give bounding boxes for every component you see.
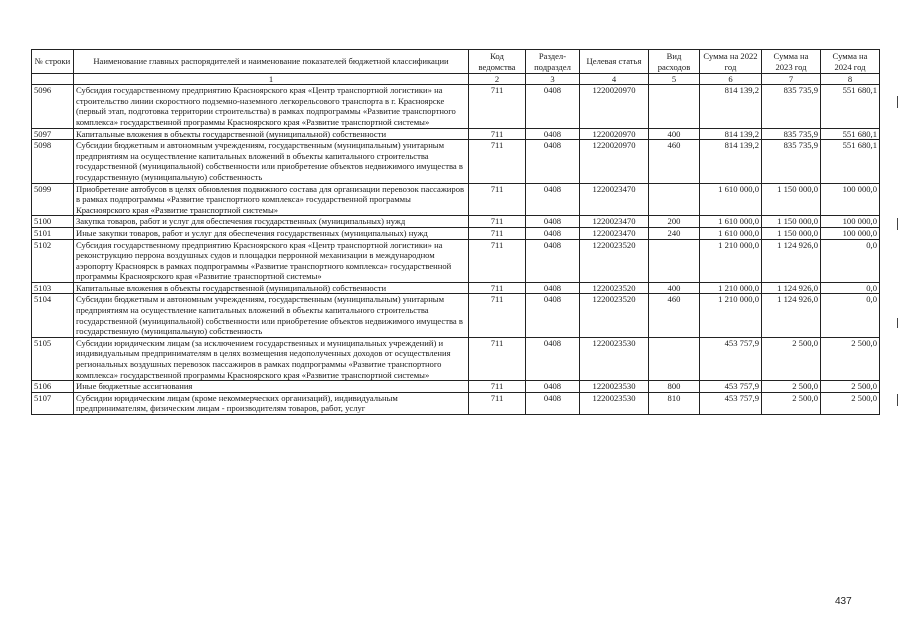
row-expense-type: 800 [649,381,700,393]
row-target: 1220023530 [580,337,649,380]
row-name: Субсидия государственному предприятию Красноярского края «Центр транспортной логистики» на строительство линии скоростного подземно-наземного легкорельсового транспорта в г. Красноярске (первый этап, подготовка территории строительства) в рамках подпрограммы «Развитие транспортного комплекса» государственной программы Красноярского края «Развитие транспортной системы» [74,85,469,128]
row-sum-2024: 0,0 [821,294,880,337]
row-section: 0408 [526,140,580,183]
row-sum-2023: 1 124 926,0 [762,282,821,294]
table-row [32,85,880,128]
row-sum-2022: 453 757,9 [700,337,762,380]
row-number: 5102 [32,239,74,282]
header-sum-2024: Сумма на 2024 год [821,50,880,74]
row-number: 5105 [32,337,74,380]
row-section: 0408 [526,239,580,282]
row-sum-2024: 2 500,0 [821,381,880,393]
row-sum-2023: 1 124 926,0 [762,294,821,337]
row-number: 5100 [32,216,74,228]
row-section: 0408 [526,183,580,216]
row-target: 1220023530 [580,392,649,414]
row-sum-2022: 814 139,2 [700,128,762,140]
row-number: 5097 [32,128,74,140]
row-sum-2022: 453 757,9 [700,381,762,393]
row-sum-2022: 453 757,9 [700,392,762,414]
row-dept-code: 711 [469,183,526,216]
row-sum-2023: 2 500,0 [762,337,821,380]
column-number [32,74,74,85]
header-sum-2022: Сумма на 2022 год [700,50,762,74]
row-number: 5103 [32,282,74,294]
row-dept-code: 711 [469,337,526,380]
row-section: 0408 [526,216,580,228]
row-name: Закупка товаров, работ и услуг для обеспечения государственных (муниципальных) нужд [74,216,469,228]
row-target: 1220023530 [580,381,649,393]
row-section: 0408 [526,128,580,140]
table-row [32,392,880,414]
row-dept-code: 711 [469,227,526,239]
row-section: 0408 [526,392,580,414]
row-sum-2024: 0,0 [821,282,880,294]
row-target: 1220020970 [580,128,649,140]
table-row [32,128,880,140]
row-expense-type: 400 [649,282,700,294]
row-target: 1220023470 [580,216,649,228]
row-sum-2023: 835 735,9 [762,140,821,183]
header-name: Наименование главных распорядителей и наименование показателей бюджетной классификации [74,50,469,74]
row-number: 5107 [32,392,74,414]
scan-edge-mark [897,96,898,108]
column-number: 5 [649,74,700,85]
scan-edge-mark [897,394,898,406]
column-number: 7 [762,74,821,85]
row-dept-code: 711 [469,128,526,140]
row-sum-2023: 1 124 926,0 [762,239,821,282]
row-name: Субсидии юридическим лицам (за исключением государственных и муниципальных учреждений) и индивидуальным предпринимателям в целях возмещения недополученных доходов от осуществления региональных воздушных перевозок пассажиров в рамках подпрограммы «Развитие транспортного комплекса» государственной программы Красноярского края «Развитие транспортной системы» [74,337,469,380]
row-expense-type: 460 [649,294,700,337]
table-row [32,381,880,393]
table-row [32,294,880,337]
row-sum-2023: 835 735,9 [762,128,821,140]
row-dept-code: 711 [469,239,526,282]
row-name: Субсидии бюджетным и автономным учреждениям, государственным (муниципальным) унитарным предприятиям на осуществление капитальных вложений в объекты капитального строительства государственной (муниципальной) собственности или приобретение объектов недвижимого имущества в государственную (муниципальную) собственность [74,140,469,183]
row-sum-2023: 2 500,0 [762,381,821,393]
row-expense-type: 460 [649,140,700,183]
table-row [32,216,880,228]
row-sum-2023: 835 735,9 [762,85,821,128]
row-name: Капитальные вложения в объекты государственной (муниципальной) собственности [74,282,469,294]
header-section: Раздел-подраздел [526,50,580,74]
row-number: 5104 [32,294,74,337]
row-sum-2024: 2 500,0 [821,337,880,380]
row-sum-2024: 551 680,1 [821,85,880,128]
row-section: 0408 [526,85,580,128]
row-dept-code: 711 [469,282,526,294]
scan-edge-mark [897,318,898,328]
row-target: 1220023470 [580,183,649,216]
row-name: Приобретение автобусов в целях обновления подвижного состава для организации перевозок пассажиров в рамках подпрограммы «Развитие транспортного комплекса» государственной программы Красноярского края «Развитие транспортной системы» [74,183,469,216]
row-sum-2024: 2 500,0 [821,392,880,414]
row-sum-2022: 1 610 000,0 [700,183,762,216]
row-sum-2023: 1 150 000,0 [762,216,821,228]
row-expense-type [649,183,700,216]
scan-edge-mark [897,218,898,230]
row-sum-2024: 0,0 [821,239,880,282]
column-number: 3 [526,74,580,85]
row-sum-2022: 1 210 000,0 [700,294,762,337]
column-number: 2 [469,74,526,85]
table-row [32,282,880,294]
column-number: 6 [700,74,762,85]
row-dept-code: 711 [469,381,526,393]
row-name: Капитальные вложения в объекты государственной (муниципальной) собственности [74,128,469,140]
table-row [32,183,880,216]
header-sum-2023: Сумма на 2023 год [762,50,821,74]
table-row [32,227,880,239]
row-dept-code: 711 [469,140,526,183]
row-sum-2022: 1 210 000,0 [700,282,762,294]
row-sum-2023: 1 150 000,0 [762,227,821,239]
row-expense-type: 240 [649,227,700,239]
header-target: Целевая статья [580,50,649,74]
row-target: 1220020970 [580,140,649,183]
row-sum-2024: 551 680,1 [821,128,880,140]
row-name: Субсидия государственному предприятию Красноярского края «Центр транспортной логистики» на реконструкцию перрона воздушных судов и площадки перронной механизации в международном аэропорту Красноярск в рамках подпрограммы «Развитие транспортного комплекса» государственной программы Красноярского края «Развитие транспортной системы» [74,239,469,282]
row-sum-2024: 551 680,1 [821,140,880,183]
row-name: Субсидии бюджетным и автономным учреждениям, государственным (муниципальным) унитарным предприятиям на осуществление капитальных вложений в объекты капитального строительства государственной (муниципальной) собственности или приобретение объектов недвижимого имущества в государственную (муниципальную) собственность [74,294,469,337]
page-number: 437 [835,596,852,607]
row-sum-2022: 1 610 000,0 [700,216,762,228]
row-sum-2022: 814 139,2 [700,85,762,128]
table-body [32,85,880,415]
row-target: 1220023470 [580,227,649,239]
table-row [32,239,880,282]
row-sum-2024: 100 000,0 [821,227,880,239]
budget-table [31,49,880,415]
row-section: 0408 [526,337,580,380]
row-expense-type [649,239,700,282]
row-expense-type: 810 [649,392,700,414]
row-expense-type [649,85,700,128]
row-section: 0408 [526,381,580,393]
row-dept-code: 711 [469,294,526,337]
row-number: 5099 [32,183,74,216]
row-sum-2023: 2 500,0 [762,392,821,414]
row-target: 1220023520 [580,239,649,282]
row-section: 0408 [526,294,580,337]
row-name: Субсидии юридическим лицам (кроме некоммерческих организаций), индивидуальным предпринимателям, физическим лицам - производителям товаров, работ, услуг [74,392,469,414]
row-sum-2024: 100 000,0 [821,183,880,216]
row-target: 1220020970 [580,85,649,128]
header-row [32,50,880,74]
header-row-number: № строки [32,50,74,74]
row-name: Иные бюджетные ассигнования [74,381,469,393]
row-expense-type: 400 [649,128,700,140]
row-target: 1220023520 [580,294,649,337]
row-dept-code: 711 [469,85,526,128]
row-number: 5096 [32,85,74,128]
column-number: 8 [821,74,880,85]
header-dept-code: Код ведомства [469,50,526,74]
row-number: 5106 [32,381,74,393]
column-numbering-row [32,74,880,85]
row-section: 0408 [526,282,580,294]
column-number: 4 [580,74,649,85]
table-row [32,337,880,380]
row-sum-2022: 1 210 000,0 [700,239,762,282]
row-section: 0408 [526,227,580,239]
row-dept-code: 711 [469,216,526,228]
row-expense-type: 200 [649,216,700,228]
row-number: 5101 [32,227,74,239]
row-sum-2023: 1 150 000,0 [762,183,821,216]
row-expense-type [649,337,700,380]
header-expense-type: Вид расходов [649,50,700,74]
row-dept-code: 711 [469,392,526,414]
row-name: Иные закупки товаров, работ и услуг для обеспечения государственных (муниципальных) нужд [74,227,469,239]
row-sum-2024: 100 000,0 [821,216,880,228]
row-sum-2022: 814 139,2 [700,140,762,183]
row-number: 5098 [32,140,74,183]
column-number: 1 [74,74,469,85]
table-row [32,140,880,183]
row-target: 1220023520 [580,282,649,294]
row-sum-2022: 1 610 000,0 [700,227,762,239]
